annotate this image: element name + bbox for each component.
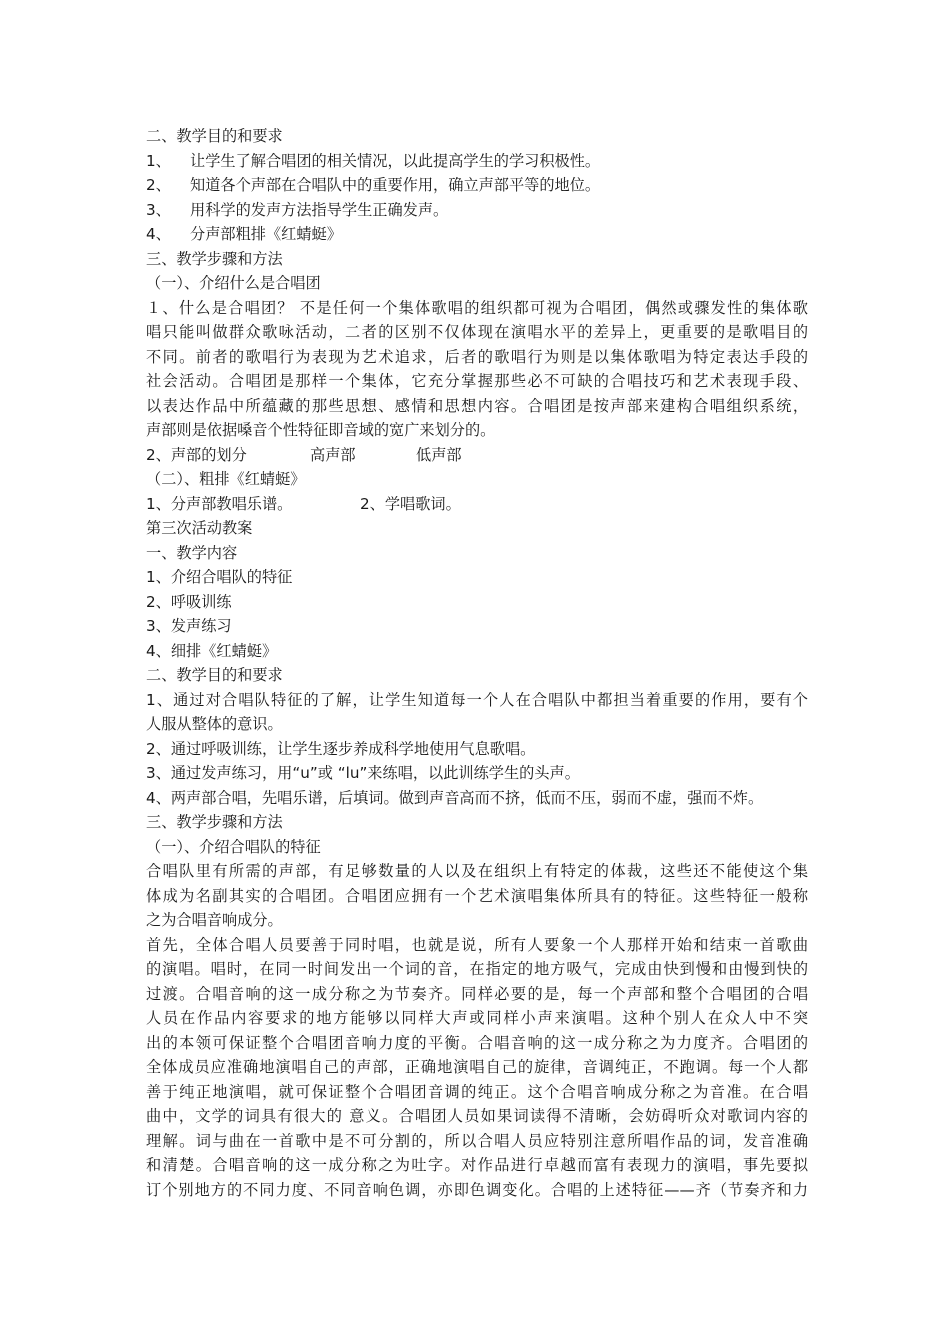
paragraph-line: 和清楚。合唱音响的这一成分称之为吐字。对作品进行卓越而富有表现力的演唱，事先要拟 [146, 1156, 808, 1174]
paragraph-line: 之为合唱音响成分。 [146, 911, 283, 929]
paragraph-line: 全体成员应准确地演唱自己的声部，正确地演唱自己的旋律，音调纯正，不跑调。每一个人都 [146, 1058, 808, 1076]
item-text: 让学生了解合唱团的相关情况，以此提高学生的学习积极性。 [190, 151, 601, 170]
list-item [146, 149, 808, 174]
paragraph [146, 859, 808, 933]
list-item: 2、呼吸训练 [146, 592, 232, 611]
paragraph [146, 933, 808, 1203]
paragraph-line: １、什么是合唱团？ 不是任何一个集体歌唱的组织都可视为合唱团，偶然或骤发性的集体歌 [146, 298, 808, 317]
paragraph-line: 理解。词与曲在一首歌中是不可分割的，所以合唱人员应特别注意所唱作品的词，发音准确 [146, 1131, 808, 1150]
voice-low: 低声部 [416, 445, 462, 464]
list-item: 3、通过发声练习，用“u”或 “lu”来练唱，以此训练学生的头声。 [146, 764, 580, 782]
voice-label: 2、声部的划分 [146, 445, 247, 464]
list-item [146, 198, 808, 223]
item-text: 用科学的发声方法指导学生正确发声。 [190, 200, 449, 219]
paragraph-line: 唱只能叫做群众歌咏活动，二者的区别不仅体现在演唱水平的差异上，更重要的是歌唱目的 [146, 323, 808, 341]
list-item [146, 688, 808, 737]
voice-parts-line [146, 443, 808, 468]
paragraph-line: 人服从整体的意识。 [146, 715, 283, 733]
paragraph-line: 过渡。合唱音响的这一成分称之为节奏齐。同样必要的是，每一个声部和整个合唱团的合唱 [146, 984, 808, 1003]
paragraph-line: 不同。前者的歌唱行为表现为艺术追求，后者的歌唱行为则是以集体歌唱为特定表达手段的 [146, 347, 808, 366]
paragraph-line: 1、通过对合唱队特征的了解，让学生知道每一个人在合唱队中都担当着重要的作用，要有个 [146, 690, 808, 709]
paragraph-line: 人员在作品内容要求的地方能够以同样大声或同样小声来演唱。这种个别人在众人中不突 [146, 1009, 808, 1027]
paragraph-line: 善于纯正地演唱，就可保证整个合唱团音调的纯正。这个合唱音响成分称之为音准。在合唱 [146, 1082, 808, 1101]
list-item [146, 222, 808, 247]
item-number: 3、 [146, 200, 171, 219]
lesson-title: 第三次活动教案 [146, 519, 253, 537]
paragraph-line: 的演唱。唱时，在同一时间发出一个词的音，在指定的地方吸气，完成由快到慢和由慢到快的 [146, 960, 808, 978]
paragraph-line: 体成为名副其实的合唱团。合唱团应拥有一个艺术演唱集体所具有的特征。这些特征一般称 [146, 886, 808, 905]
document-body [146, 124, 808, 1202]
section-heading: 三、教学步骤和方法 [146, 249, 283, 268]
paragraph-line: 以表达作品中所蕴藏的那些思想、感情和思想内容。合唱团是按声部来建构合唱组织系统， [146, 396, 808, 415]
subsection-heading: （一）、介绍什么是合唱团 [146, 274, 321, 292]
paragraph-line: 订个别地方的不同力度、不同音响色调，亦即色调变化。合唱的上述特征——齐（节奏齐和力 [146, 1180, 808, 1199]
item-number: 2、 [146, 176, 171, 194]
subsection-heading: （二）、粗排《红蜻蜓》 [146, 470, 306, 488]
list-item: 4、细排《红蜻蜓》 [146, 641, 278, 660]
paragraph-line: 社会活动。合唱团是那样一个集体，它充分掌握那些必不可缺的合唱技巧和艺术表现手段、 [146, 372, 808, 390]
item-number: 1、 [146, 151, 171, 170]
step-item: 2、学唱歌词。 [360, 494, 461, 513]
list-item: 3、发声练习 [146, 617, 232, 635]
paragraph-line: 声部则是依据嗓音个性特征即音域的宽广来划分的。 [146, 421, 496, 439]
section-heading: 二、教学目的和要求 [146, 666, 283, 684]
list-item: 4、两声部合唱，先唱乐谱，后填词。做到声音高而不挤，低而不压，弱而不虚，强而不炸。 [146, 788, 764, 807]
item-text: 分声部粗排《红蜻蜓》 [190, 225, 342, 243]
item-text: 知道各个声部在合唱队中的重要作用，确立声部平等的地位。 [190, 176, 601, 194]
steps-line [146, 492, 808, 517]
item-number: 4、 [146, 225, 171, 243]
subsection-heading: （一）、介绍合唱队的特征 [146, 837, 321, 856]
paragraph-line: 出的本领可保证整个合唱团音响力度的平衡。合唱音响的这一成分称之为力度齐。合唱团的 [146, 1033, 808, 1052]
paragraph-line: 合唱队里有所需的声部，有足够数量的人以及在组织上有特定的体裁，这些还不能使这个集 [146, 862, 808, 880]
list-item: 2、通过呼吸训练，让学生逐步养成科学地使用气息歌唱。 [146, 739, 536, 758]
section-heading: 一、教学内容 [146, 543, 238, 562]
voice-high: 高声部 [310, 445, 356, 464]
list-item: 1、介绍合唱队的特征 [146, 568, 293, 586]
section-heading: 二、教学目的和要求 [146, 127, 283, 145]
paragraph-line: 曲中，文学的词具有很大的 意义。合唱团人员如果词读得不清晰，会妨碍听众对歌词内容的 [146, 1107, 808, 1125]
section-heading: 三、教学步骤和方法 [146, 813, 283, 831]
list-item [146, 173, 808, 198]
paragraph-line: 首先，全体合唱人员要善于同时唱，也就是说，所有人要象一个人那样开始和结束一首歌曲 [146, 935, 808, 954]
step-item: 1、分声部教唱乐谱。 [146, 494, 293, 513]
paragraph [146, 296, 808, 443]
